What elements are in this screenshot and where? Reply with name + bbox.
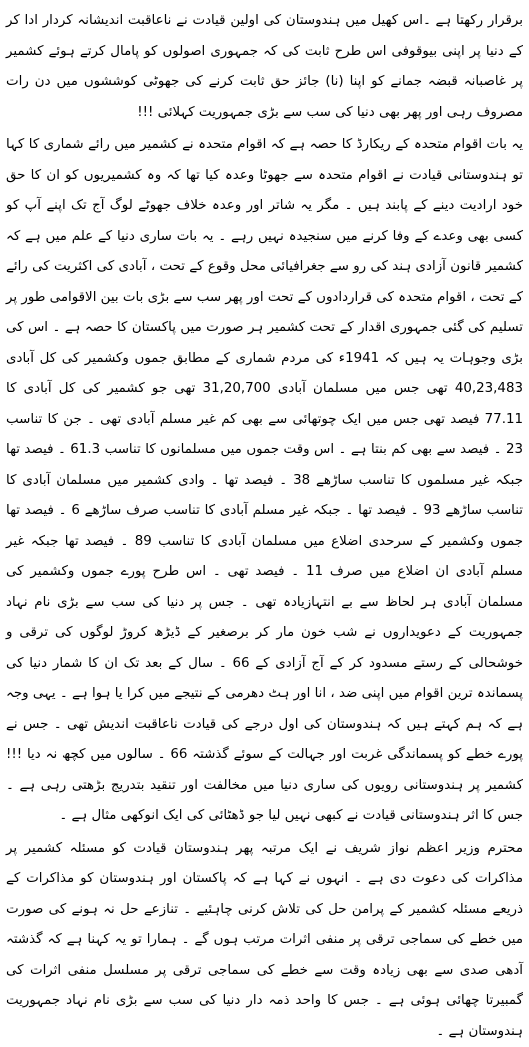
article-paragraph-1: برقرار رکھتا ہے ۔اس کھیل میں ہندوستان کی اولین قیادت نے ناعاقبت اندیشانہ کردار ادا کر کے دنیا پر اپنی بیوقوفی اس طرح ثابت کی کہ جمہوری اصولوں کو پامال کرتے ہوئے کشمیر پر غاصبانہ قبضہ جمانے کو اپنا (نا) جائز حق ثابت کرنے کی جھوٹی کوششوں میں دن رات مصروف رہی اور پھر بھی دنیا کی سب سے بڑی جمہوریت کہلائی !!! <box>6 6 523 128</box>
article-paragraph-3: محترم وزیر اعظم نواز شریف نے ایک مرتبہ پھر ہندوستان قیادت کو مسئلہ کشمیر پر مذاکرات کی دعوت دی ہے ۔ انہوں نے کہا ہے کہ پاکستان اور ہندوستان کو مذاکرات کے ذریعے مسئلہ کشمیر کے پرامن حل کی تلاش کرنی چاہئیے ۔ تنازعے حل نہ ہونے کی صورت میں خطے کی سماجی ترقی پر منفی اثرات مرتب ہوں گے ۔ ہمارا تو یہ کہنا ہے کہ گذشتہ آدھی صدی سے بھی زیادہ وقت سے خطے کی سماجی ترقی پر مسلسل منفی اثرات کی گمبیرتا چھائی ہوئی ہے ۔ جس کا واحد ذمہ دار دنیا کی سب سے بڑی نام نہاد جمہوریت ہندوستان ہے ۔ <box>6 834 523 1047</box>
article-paragraph-2: یہ بات اقوام متحدہ کے ریکارڈ کا حصہ ہے کہ اقوام متحدہ نے کشمیر میں رائے شماری کا کہا تو ہندوستانی قیادت نے اقوام متحدہ سے جھوٹا وعدہ کیا تھا کہ وہ کشمیریوں کو ان کا حق خود ارادیت دینے کے پابند ہیں ۔ مگر یہ شاتر اور وعدہ خلاف جھوٹے لوگ آج تک اپنے آپ کو کسی بھی وعدے کے وفا کرنے میں سنجیدہ نہیں رہے ۔ یہ بات ساری دنیا کے علم میں ہے کہ کشمیر قانون آزادی ہند کی رو سے جغرافیائی محل وقوع کے تحت ، آبادی کی اکثریت کی رائے کے تحت ، اقوام متحدہ کی قراردادوں کے تحت اور پھر سب سے بڑی بات بین الاقوامی طور پر تسلیم کی گئی جمہوری اقدار کے تحت کشمیر ہر صورت میں پاکستان کا حصہ ہے ۔ اس کی بڑی وجوہات یہ ہیں کہ 1941ء کی مردم شماری کے مطابق جموں وکشمیر کی کل آبادی 40,23,483 تھی جس میں مسلمان آبادی 31,20,700 تھی جو کشمیر کی کل آبادی کا 77.11 فیصد تھی جس میں ایک چوتھائی سے بھی کم غیر مسلم آبادی تھی ۔ جن کا تناسب 23 ۔ فیصد سے بھی کم بنتا ہے ۔ اس وقت جموں میں مسلمانوں کا تناسب 61.3 ۔ فیصد تھا جبکہ غیر مسلموں کا تناسب ساڑھے 38 ۔ فیصد تھا ۔ وادی کشمیر میں مسلمان آبادی کا تناسب ساڑھے 93 ۔ فیصد تھا ۔ جبکہ غیر مسلم آبادی کا تناسب صرف ساڑھے 6 ۔ فیصد تھا جموں وکشمیر کے سرحدی اضلاع میں مسلمان آبادی کا تناسب 89 ۔ فیصد تھا جبکہ غیر مسلم آبادی ان اضلاع میں صرف 11 ۔ فیصد تھی ۔ اس طرح پورے جموں وکشمیر کی مسلمان آبادی ہر لحاظ سے بے انتہازیادہ تھی ۔ جس پر دنیا کی سب سے بڑی نام نہاد جمہوریت کے دعویداروں نے شب خون مار کر برصغیر کے ڈیڑھ کروڑ لوگوں کی ترقی و خوشحالی کے رستے مسدود کر کے آج آزادی کے 66 ۔ سال کے بعد تک ان کا شمار دنیا کی پسماندہ ترین اقوام میں اپنی ضد ، انا اور ہٹ دھرمی کے نتیجے میں کرا یا ہوا ہے ۔ یہی وجہ ہے کہ ہم کہتے ہیں کہ ہندوستان کی اول درجے کی قیادت ناعاقبت اندیش تھی ۔ جس نے پورے خطے کو پسماندگی غربت اور جہالت کے سوئے گذشتہ 66 ۔ سالوں میں کچھ نہ دیا !!! کشمیر پر ہندوستانی رویوں کی ساری دنیا میں مخالفت اور تنقید بتدریج بڑھتی رہی ہے ۔ جس کا اثر ہندوستانی قیادت نے کبھی نہیں لیا جو ڈھٹائی کی ایک انوکھی مثال ہے ۔ <box>6 130 523 832</box>
